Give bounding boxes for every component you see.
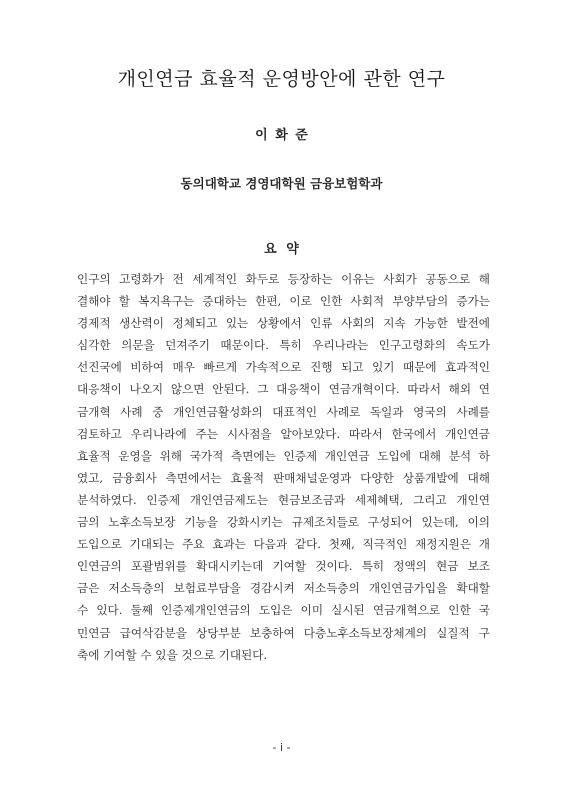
- abstract-line: 인연금의 포괄범위를 확대시키는데 기여할 것이다. 특히 정액의 현금 보조: [77, 559, 490, 574]
- abstract-line: 였고, 금융회사 측면에서는 효율적 판매채널운영과 다양한 상품개발에 대해: [77, 470, 490, 485]
- abstract-line: 효율적 운영을 위해 국가적 측면에는 인증제 개인연금 도입에 대해 분석 하: [77, 448, 490, 463]
- abstract-line: 경제적 생산력이 정체되고 있는 상황에서 인류 사회의 지속 가능한 발전에: [77, 316, 490, 331]
- abstract-line: 선진국에 비하여 매우 빠르게 가속적으로 진행 되고 있기 때문에 효과적인: [77, 360, 490, 375]
- abstract-line: 축에 기여할 수 있을 것으로 기대된다.: [77, 647, 268, 662]
- abstract-line: 금의 노후소득보장 기능을 강화시키는 규제조치들로 구성되어 있는데, 이의: [77, 515, 490, 530]
- author-name: 이 화 준: [255, 128, 308, 143]
- abstract-line: 수 있다. 둘째 인증제개인연금의 도입은 이미 실시된 연금개혁으로 인한 국: [77, 603, 490, 618]
- page-number: - i -: [272, 741, 291, 754]
- abstract-line: 결해야 할 복지욕구는 증대하는 한편, 이로 인한 사회적 부양부담의 증가는: [77, 294, 490, 309]
- paper-title: 개인연금 효율적 운영방안에 관한 연구: [117, 68, 446, 90]
- abstract-line: 민연금 급여삭감분을 상당부분 보충하여 다층노후소득보장체계의 실질적 구: [77, 625, 490, 640]
- abstract-line: 심각한 의문을 던져주기 때문이다. 특히 우리나라는 인구고령화의 속도가: [77, 338, 490, 353]
- abstract-body: [77, 268, 490, 666]
- abstract-line: 도입으로 기대되는 주요 효과는 다음과 같다. 첫째, 직극적인 재정지원은 개: [77, 537, 490, 552]
- abstract-line: 분석하였다. 인증제 개인연금제도는 현금보조금과 세제혜택, 그리고 개인연: [77, 492, 490, 507]
- abstract-line: 검토하고 우리나라에 주는 시사점을 알아보았다. 따라서 한국에서 개인연금: [77, 426, 490, 441]
- abstract-line: 금은 저소득층의 보험료부담을 경감시켜 저소득층의 개인연금가입을 확대할: [77, 581, 490, 596]
- abstract-line: 금개혁 사례 중 개인연금활성화의 대표적인 사례로 독일과 영국의 사례를: [77, 404, 490, 419]
- abstract-line: 인구의 고령화가 전 세계적인 화두로 등장하는 이유는 사회가 공동으로 해: [77, 272, 490, 286]
- author-affiliation: 동의대학교 경영대학원 금융보험학과: [180, 176, 383, 191]
- abstract-heading: 요 약: [264, 242, 299, 257]
- abstract-line: 대응책이 나오지 않으면 안된다. 그 대응책이 연금개혁이다. 따라서 해외 연: [77, 382, 490, 397]
